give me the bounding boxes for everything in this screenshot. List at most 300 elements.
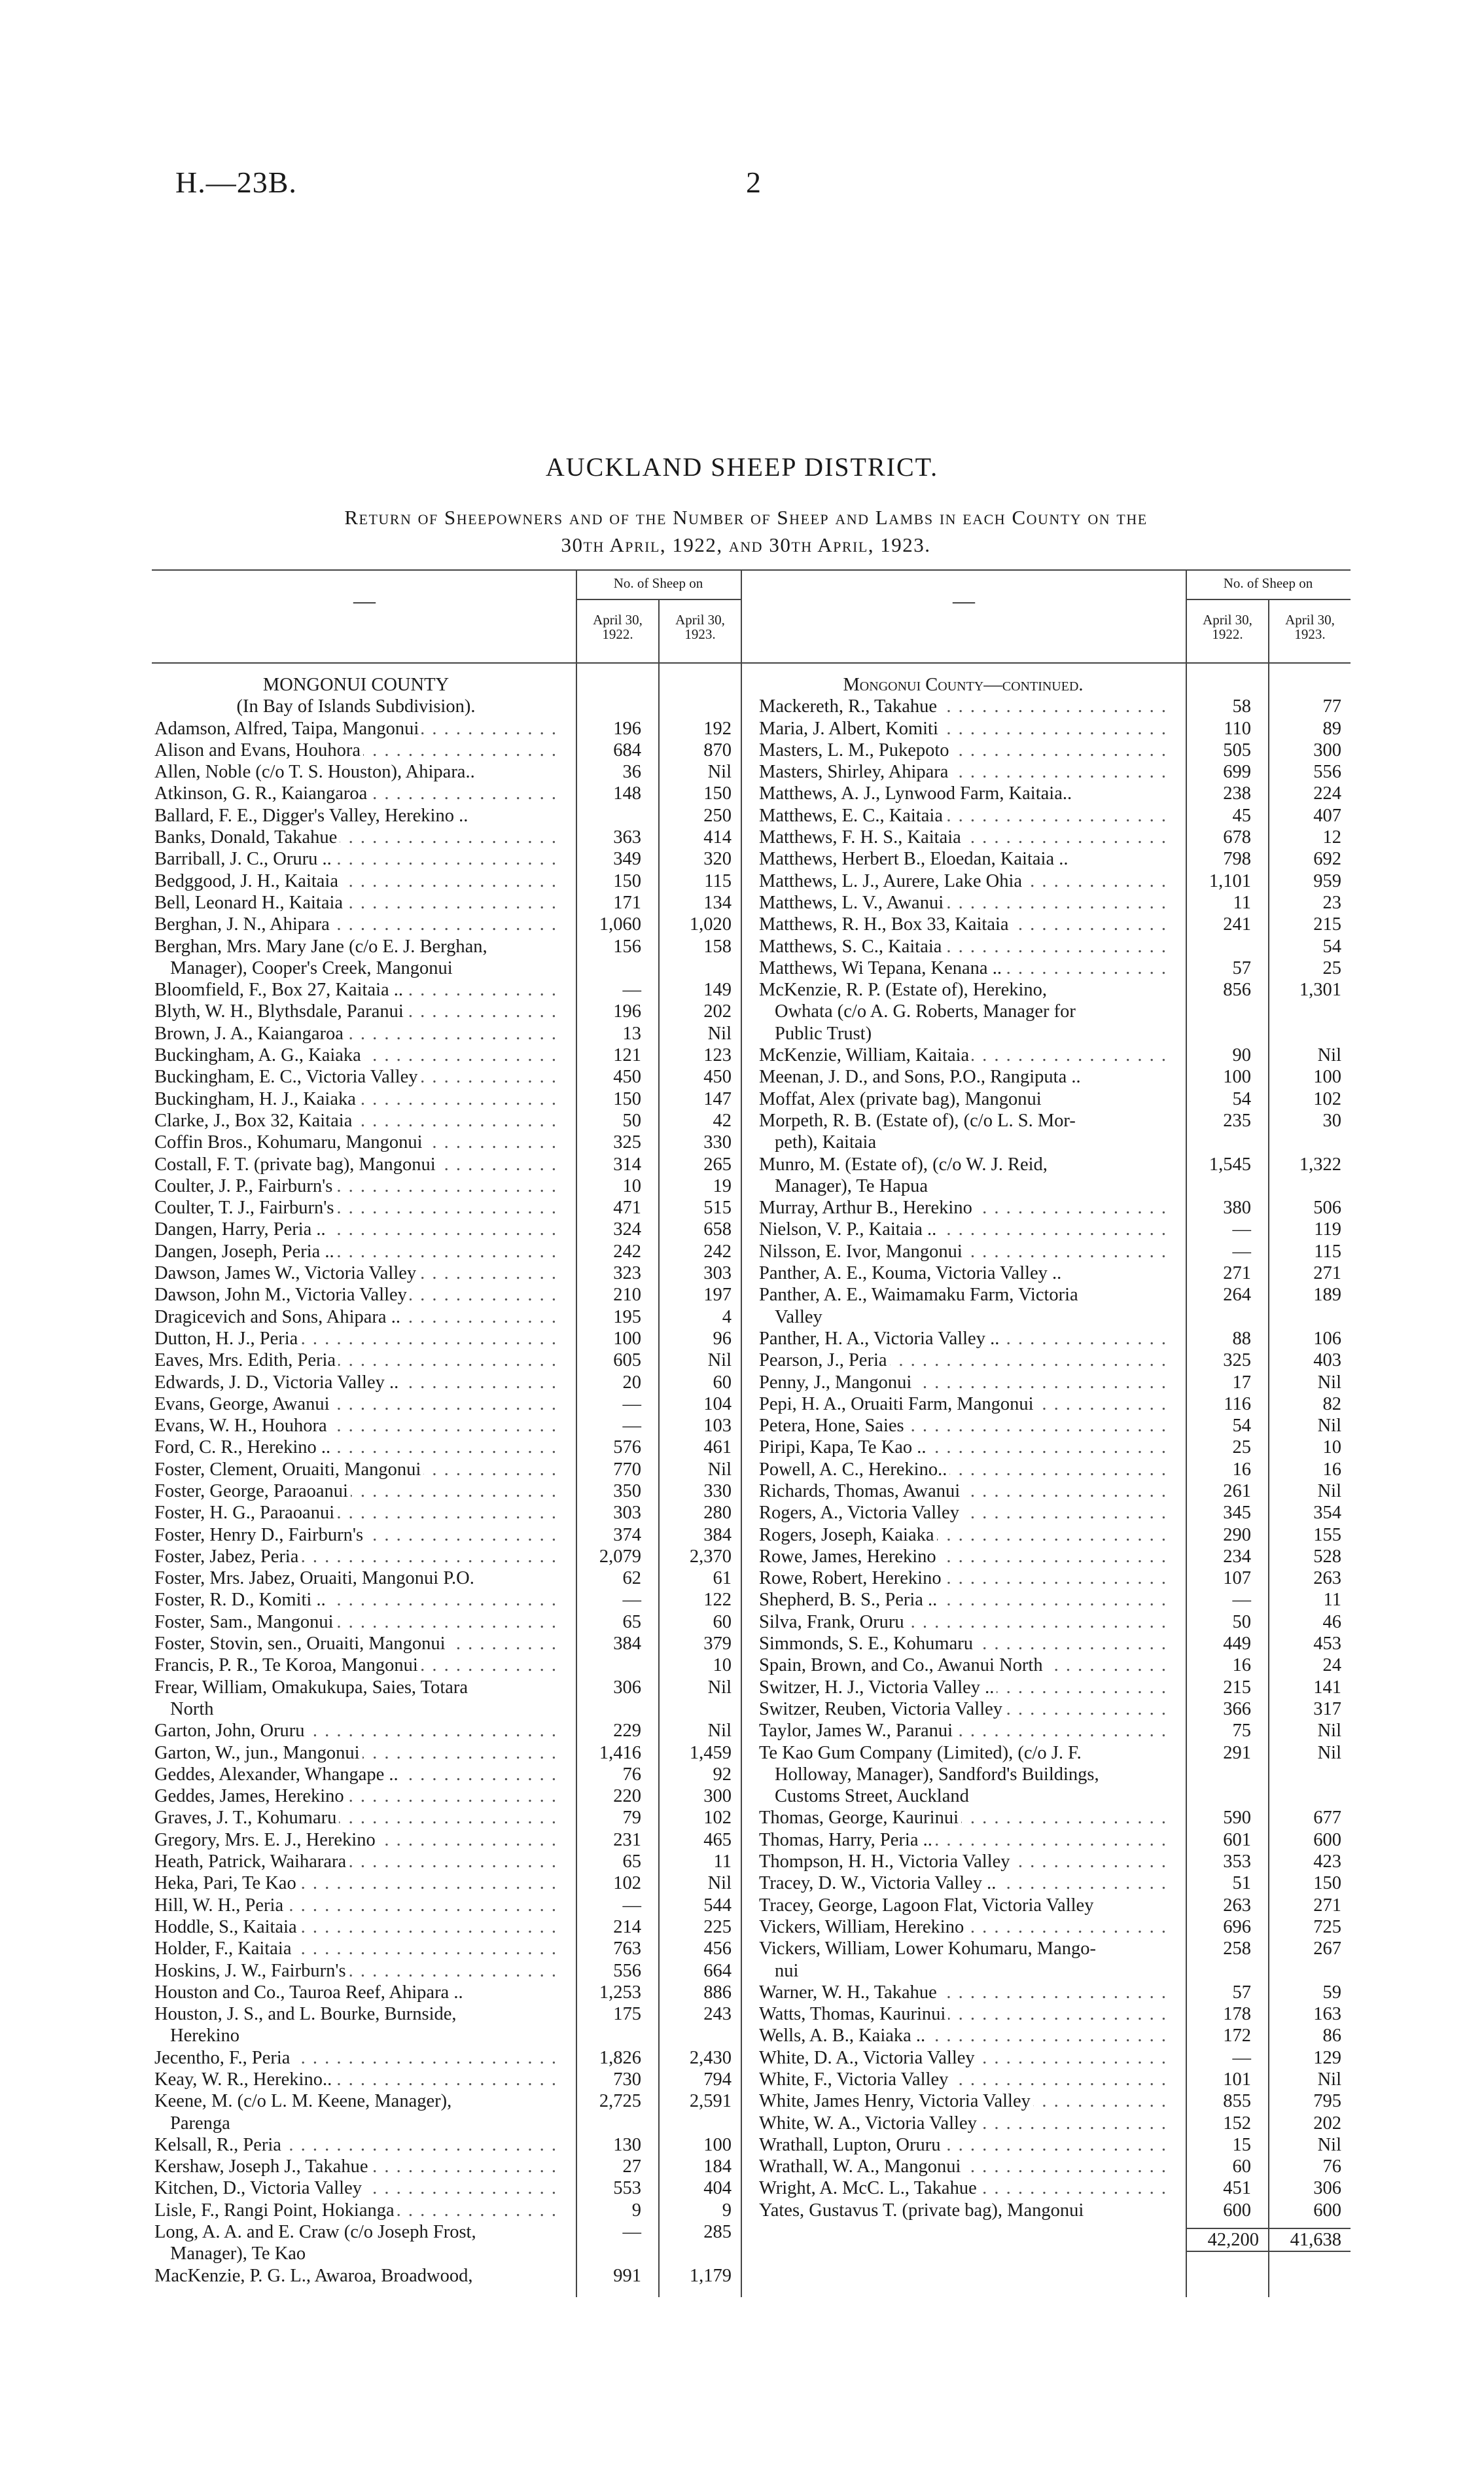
sheep-1923: 403: [1313, 1350, 1341, 1371]
sheep-1922: 601: [1223, 1829, 1251, 1850]
sheep-1922: 16: [1232, 1655, 1251, 1676]
sheep-1923: 11: [713, 1851, 732, 1872]
table-row: [154, 1154, 741, 1175]
sheep-1922: 234: [1223, 1546, 1251, 1567]
owner-name: [759, 1328, 1170, 1349]
owner-name: [759, 2113, 1170, 2134]
owner-name: [154, 2243, 560, 2264]
owner-name: [759, 1480, 1170, 1502]
owner-name: [154, 2265, 560, 2287]
sheep-1922: [1170, 1785, 1260, 1807]
sheep-1922: 350: [613, 1480, 641, 1501]
owner-name: [759, 1197, 1170, 1219]
sheep-1923: 155: [1313, 1524, 1341, 1545]
sheep-1922: 678: [1223, 827, 1251, 848]
owner-name-text: Warner, W. H., Takahue: [759, 1982, 940, 2003]
sheep-1922: [560, 2025, 650, 2046]
table-row: [154, 2265, 741, 2287]
table-row: [759, 805, 1351, 827]
owner-name-text: Clarke, J., Box 32, Kaitaia: [154, 1111, 355, 1131]
owner-name: [759, 1372, 1170, 1393]
table-row: [759, 1372, 1351, 1393]
sheep-1922: 54: [1232, 1416, 1251, 1437]
owner-name: [759, 1219, 1170, 1240]
sheep-1922: 241: [1223, 914, 1251, 935]
sheep-1922: 58: [1232, 696, 1251, 717]
owner-name: [759, 1306, 1170, 1328]
table-row: [759, 1851, 1351, 1872]
sheep-1922: 51: [1232, 1873, 1251, 1894]
table-row: [154, 892, 741, 914]
sheep-1922: 121: [613, 1045, 641, 1066]
sheep-1922: 353: [1223, 1851, 1251, 1872]
owner-name: [154, 1567, 560, 1589]
sheep-1923: 147: [703, 1088, 732, 1109]
sheep-1922: 290: [1223, 1524, 1251, 1545]
table-row: [154, 1372, 741, 1393]
owner-name: [154, 1241, 560, 1262]
table-row: [759, 1589, 1351, 1611]
owner-name: [759, 2047, 1170, 2069]
sheep-1923: [650, 2243, 741, 2264]
sheep-1923: Nil: [1317, 1721, 1341, 1742]
owner-name: [759, 1132, 1170, 1153]
sheep-1923: 2,591: [689, 2091, 732, 2112]
sheep-1922: [560, 805, 650, 827]
owner-name-text: Evans, George, Awanui: [154, 1394, 332, 1414]
sheep-1923: 263: [1313, 1568, 1341, 1589]
owner-name: [154, 2047, 560, 2069]
table-row: [154, 1524, 741, 1546]
owner-name-text: Powell, A. C., Herekino..: [759, 1459, 949, 1480]
sheep-1922: 471: [613, 1198, 641, 1219]
sheep-1923: 184: [703, 2156, 732, 2177]
sheep-1923: 10: [713, 1655, 732, 1676]
table-row: [759, 1916, 1351, 1938]
sheep-1922: 178: [1223, 2004, 1251, 2025]
sheep-1922: [1170, 1001, 1260, 1022]
owner-name: [154, 1306, 560, 1328]
owner-name: [759, 1851, 1170, 1872]
sheep-1922: 196: [613, 718, 641, 739]
table-row: [154, 1633, 741, 1654]
sheep-1923: [650, 1698, 741, 1720]
sheep-1923: 267: [1313, 1939, 1341, 1959]
owner-name: [759, 1110, 1170, 1132]
owner-name-text: Geddes, James, Herekino: [154, 1786, 347, 1806]
sheep-1923: 149: [703, 980, 732, 1001]
owner-name: [759, 696, 1170, 717]
owner-name-text: Graves, J. T., Kohumaru: [154, 1808, 339, 1828]
owner-name: [154, 1023, 560, 1045]
sheep-1923: 243: [703, 2004, 732, 2025]
owner-name-text: Allen, Noble (c/o T. S. Houston), Ahipara..: [154, 762, 478, 782]
sheep-1922: —: [1232, 1590, 1251, 1611]
table-row: [759, 2003, 1351, 2025]
owner-name-text: Panther, H. A., Victoria Valley ..: [759, 1329, 1002, 1349]
page-number: 2: [746, 166, 762, 199]
table-row: [154, 1328, 741, 1349]
sheep-1922: 1,101: [1209, 870, 1251, 891]
owner-name: [154, 1938, 560, 1959]
table-row: [759, 1829, 1351, 1851]
sheep-1923: Nil: [1317, 2134, 1341, 2155]
sheep-1922: [1170, 1132, 1260, 1153]
sheep-1922: 556: [613, 1960, 641, 1981]
sheep-1923: [650, 957, 741, 979]
owner-name: [154, 1393, 560, 1415]
table-row: [154, 1241, 741, 1262]
sheep-1922: 261: [1223, 1480, 1251, 1501]
sheep-1923: [1260, 1175, 1351, 1197]
sheep-1922: 366: [1223, 1698, 1251, 1719]
sheep-1923: 76: [1322, 2156, 1341, 2177]
sheep-1923: 192: [703, 718, 732, 739]
sheep-1922: [560, 696, 650, 717]
sheep-1923: 280: [703, 1503, 732, 1524]
owner-name: [759, 1872, 1170, 1894]
owner-name: [154, 805, 560, 827]
sheep-1923: 202: [1313, 2113, 1341, 2134]
sheep-1922: 730: [613, 2069, 641, 2090]
sheep-1923: 59: [1322, 1982, 1341, 2003]
sheep-1923: Nil: [707, 762, 732, 783]
owner-name-text: Houston, J. S., and L. Bourke, Burnside,: [154, 2004, 459, 2024]
owner-name: [759, 1807, 1170, 1829]
owner-name-text: Buckingham, E. C., Victoria Valley: [154, 1067, 421, 1087]
totals-row: [1186, 2228, 1351, 2252]
owner-name: [759, 1546, 1170, 1567]
owner-name: [154, 914, 560, 935]
owner-name-text: Keene, M. (c/o L. M. Keene, Manager),: [154, 2091, 454, 2111]
table-row: [759, 2113, 1351, 2134]
owner-name-text: Panther, A. E., Kouma, Victoria Valley ..: [759, 1263, 1064, 1283]
sheep-1922: 684: [613, 740, 641, 760]
owner-name-text: Hoddle, S., Kaitaia: [154, 1917, 300, 1937]
table-row: [759, 783, 1351, 804]
table-row: [154, 2090, 741, 2112]
sheep-1923: 242: [703, 1241, 732, 1262]
sheep-1922: 76: [622, 1764, 641, 1785]
owner-name-text: Dutton, H. J., Peria: [154, 1329, 300, 1349]
table-row: [759, 1895, 1351, 1916]
sheep-1923: [1260, 1001, 1351, 1022]
table-row: [759, 1045, 1351, 1066]
sheep-1922: 100: [1223, 1067, 1251, 1088]
sheep-1923: 92: [713, 1764, 732, 1785]
owner-name: [154, 1589, 560, 1611]
owner-name-text: Foster, Mrs. Jabez, Oruaiti, Mangonui P.O.: [154, 1568, 477, 1588]
sheep-1923: 265: [703, 1154, 732, 1175]
sheep-1923: 515: [703, 1198, 732, 1219]
owner-name: [154, 1175, 560, 1197]
sheep-1923: 317: [1313, 1698, 1341, 1719]
table-row: [759, 1088, 1351, 1110]
table-row: [759, 1110, 1351, 1132]
table-row: [154, 1960, 741, 1982]
owner-name: [154, 718, 560, 740]
owner-name: [154, 1742, 560, 1764]
sheep-1922: 220: [613, 1786, 641, 1807]
owner-name: [759, 1001, 1170, 1022]
sheep-1922: 231: [613, 1829, 641, 1850]
table-row: [759, 848, 1351, 870]
table-row: [154, 1764, 741, 1785]
table-row: [154, 2025, 741, 2046]
owner-name: [759, 805, 1170, 827]
owner-name-text: Spain, Brown, and Co., Awanui North: [759, 1655, 1046, 1675]
owner-name: [154, 1219, 560, 1240]
table-row: [154, 1742, 741, 1764]
table-row: [759, 914, 1351, 935]
table-row: [759, 2090, 1351, 2112]
table-row: [759, 1023, 1351, 1045]
sheep-1922: 196: [613, 1001, 641, 1022]
sheep-1923: 423: [1313, 1851, 1341, 1872]
owner-name-text: Adamson, Alfred, Taipa, Mangonui: [154, 719, 421, 739]
owner-name-text: Tracey, D. W., Victoria Valley ..: [759, 1873, 998, 1893]
sheep-1922: 10: [622, 1175, 641, 1196]
owner-name-text: Meenan, J. D., and Sons, P.O., Rangiputa ..: [759, 1067, 1084, 1087]
sheep-1922: 65: [622, 1851, 641, 1872]
owner-name: [154, 1197, 560, 1219]
owner-name: [759, 1895, 1170, 1916]
owner-name: [759, 1241, 1170, 1262]
owner-name: [154, 1785, 560, 1807]
left-col2-header-line1: April 30,: [675, 612, 725, 628]
owner-name-text: nui: [775, 1961, 801, 1981]
sheep-1922: 195: [613, 1306, 641, 1327]
table-row: [154, 674, 741, 696]
owner-name: [759, 957, 1170, 979]
sheep-1923: 870: [703, 740, 732, 760]
owner-name: [154, 1807, 560, 1829]
owner-name-text: Owhata (c/o A. G. Roberts, Manager for: [775, 1001, 1078, 1022]
sheep-1922: 171: [613, 892, 641, 913]
owner-name: [759, 1677, 1170, 1698]
owner-name-text: Foster, Stovin, sen., Oruaiti, Mangonui: [154, 1634, 448, 1654]
owner-name: [154, 892, 560, 914]
sheep-1923: 320: [703, 849, 732, 870]
table-row: [759, 1677, 1351, 1698]
table-head-rule: [152, 662, 1351, 664]
sheep-1923: 465: [703, 1829, 732, 1850]
sheep-1922: 345: [1223, 1503, 1251, 1524]
owner-name-text: White, F., Victoria Valley: [759, 2069, 951, 2090]
owner-name: [154, 1654, 560, 1676]
sheep-1922: 54: [1232, 1088, 1251, 1109]
sheep-1923: 9: [722, 2200, 732, 2221]
owner-name-text: Morpeth, R. B. (Estate of), (c/o L. S. Mor-: [759, 1111, 1078, 1131]
sheep-1922: 2,725: [599, 2091, 641, 2112]
sheep-1923: 692: [1313, 849, 1341, 870]
table-row: [154, 1306, 741, 1328]
owner-name: [154, 1262, 560, 1284]
owner-name-text: Geddes, Alexander, Whangape ..: [154, 1764, 401, 1785]
table-row: [759, 2200, 1351, 2221]
owner-name-text: peth), Kaitaia: [775, 1132, 879, 1153]
table-row: [154, 1284, 741, 1306]
owner-name-text: Banks, Donald, Takahue: [154, 827, 340, 848]
table-row: [759, 1197, 1351, 1219]
right-col1-header: [1187, 613, 1268, 641]
sheep-1922: 172: [1223, 2026, 1251, 2046]
table-row: [154, 1459, 741, 1480]
owner-name-text: Switzer, H. J., Victoria Valley ..: [759, 1677, 997, 1698]
owner-name-text: McKenzie, R. P. (Estate of), Herekino,: [759, 980, 1050, 1000]
table-row: [759, 1546, 1351, 1567]
table-row: [759, 1219, 1351, 1240]
owner-name-text: Ballard, F. E., Digger's Valley, Herekino ..: [154, 806, 470, 826]
owner-name: [759, 1698, 1170, 1720]
owner-name-text: Berghan, Mrs. Mary Jane (c/o E. J. Berghan,: [154, 937, 490, 957]
sheep-1922: —: [622, 1590, 641, 1611]
owner-name: [759, 1284, 1170, 1306]
table-row: [154, 718, 741, 740]
sheep-1923: 303: [703, 1263, 732, 1284]
sheep-1923: [1260, 1960, 1351, 1982]
owner-name: [759, 718, 1170, 740]
sheep-1922: 349: [613, 849, 641, 870]
owner-name: [154, 2177, 560, 2199]
owner-name: [759, 1023, 1170, 1045]
table-row: [759, 761, 1351, 783]
center-divider: [741, 569, 742, 2297]
sheep-1923: 141: [1313, 1677, 1341, 1698]
sheep-1922: [560, 674, 650, 696]
owner-name-text: Moffat, Alex (private bag), Mangonui: [759, 1089, 1044, 1109]
owner-name-text: Heath, Patrick, Waiharara: [154, 1851, 349, 1872]
owner-name-text: Dragicevich and Sons, Ahipara ..: [154, 1307, 403, 1327]
table-row: [154, 1110, 741, 1132]
sheep-1922: [1170, 936, 1260, 957]
sheep-1923: 384: [703, 1524, 732, 1545]
owner-name-text: Public Trust): [775, 1024, 874, 1044]
table-row: [759, 979, 1351, 1001]
table-row: [759, 2069, 1351, 2090]
sheep-1922: 60: [1232, 2156, 1251, 2177]
table-row: [154, 1589, 741, 1611]
owner-name-text: Evans, W. H., Houhora: [154, 1416, 330, 1436]
owner-name-text: Rowe, James, Herekino: [759, 1546, 939, 1567]
table-row: [154, 2134, 741, 2156]
sheep-1923: 12: [1322, 827, 1341, 848]
owner-name-text: Foster, Sam., Mangonui: [154, 1612, 336, 1632]
table-row: [154, 2047, 741, 2069]
sheep-1923: 886: [703, 1982, 732, 2003]
owner-name-text: Frear, William, Omakukupa, Saies, Totara: [154, 1677, 470, 1698]
owner-name: [154, 783, 560, 804]
owner-name: [154, 1546, 560, 1567]
sheep-1923: 407: [1313, 805, 1341, 826]
owner-name: [154, 1284, 560, 1306]
sheep-1923: 158: [703, 936, 732, 957]
owner-name: [154, 1829, 560, 1851]
owner-name: [154, 1677, 560, 1698]
sheep-1923: 115: [704, 870, 732, 891]
sheep-1923: 123: [703, 1045, 732, 1066]
owner-name-text: Bell, Leonard H., Kaitaia: [154, 893, 345, 913]
owner-name: [154, 1764, 560, 1785]
sheep-1923: 104: [703, 1393, 732, 1414]
sheep-1922: [1170, 1306, 1260, 1328]
sheep-1923: 544: [703, 1895, 732, 1916]
owner-name: [154, 1872, 560, 1894]
owner-name-text: Watts, Thomas, Kaurinui: [759, 2004, 948, 2024]
owner-name-text: Dangen, Harry, Peria ..: [154, 1219, 328, 1240]
sheep-1923: 4: [722, 1306, 732, 1327]
sheep-1922: 303: [613, 1503, 641, 1524]
owner-name-text: Foster, Henry D., Fairburn's: [154, 1525, 366, 1545]
sheep-1922: 107: [1223, 1568, 1251, 1589]
owner-name: [154, 1132, 560, 1153]
sheep-1923: 23: [1322, 892, 1341, 913]
owner-name-text: Wright, A. McC. L., Takahue: [759, 2178, 980, 2198]
owner-name: [154, 2003, 560, 2025]
sheep-1922: 11: [1233, 892, 1251, 913]
sheep-1922: [1170, 674, 1260, 696]
owner-name-text: Switzer, Reuben, Victoria Valley: [759, 1699, 1005, 1719]
sheep-1923: 677: [1313, 1808, 1341, 1829]
table-row: [154, 870, 741, 892]
owner-name-text: Mackereth, R., Takahue: [759, 696, 940, 717]
table-row: [759, 1459, 1351, 1480]
table-row: [154, 2069, 741, 2090]
sheep-1923: 556: [1313, 762, 1341, 783]
owner-name-text: North: [170, 1699, 217, 1719]
owner-name: [759, 1829, 1170, 1851]
sheep-1923: 2,370: [689, 1546, 732, 1567]
owner-name: [154, 1982, 560, 2003]
table-row: [154, 1654, 741, 1676]
sheep-1923: 163: [1313, 2004, 1341, 2025]
owner-name: [759, 1567, 1170, 1589]
sheep-1922: 451: [1223, 2178, 1251, 2199]
sheep-1923: Nil: [1317, 1742, 1341, 1763]
owner-name: [154, 1720, 560, 1742]
owner-name: [759, 2003, 1170, 2025]
sheep-1922: 229: [613, 1721, 641, 1742]
owner-name-text: Nilsson, E. Ivor, Mangonui: [759, 1242, 965, 1262]
sheep-1923: 77: [1322, 696, 1341, 717]
left-column: [154, 674, 741, 2287]
right-col1-header-line2: 1922.: [1212, 626, 1243, 642]
table-row: [154, 1219, 741, 1240]
table-row: [154, 1785, 741, 1807]
owner-name: [154, 1349, 560, 1371]
sheep-1922: [560, 1654, 650, 1676]
owner-name: [154, 2090, 560, 2112]
table-row: [154, 1872, 741, 1894]
owner-name: [759, 1764, 1170, 1785]
owner-name-text: White, W. A., Victoria Valley: [759, 2113, 980, 2134]
owner-name-text: Mongonui County—continued.: [843, 675, 1086, 695]
sheep-1923: 404: [703, 2178, 732, 2199]
table-row: [154, 827, 741, 848]
sheep-1923: [650, 674, 741, 696]
owner-name: [154, 1480, 560, 1502]
sheep-1922: 600: [1223, 2200, 1251, 2221]
table-row: [759, 1349, 1351, 1371]
owner-name: [759, 1611, 1170, 1633]
sheep-1923: 215: [1313, 914, 1341, 935]
owner-name-text: Long, A. A. and E. Craw (c/o Joseph Frost,: [154, 2222, 479, 2242]
sheep-1923: Nil: [707, 1721, 732, 1742]
table-row: [154, 1982, 741, 2003]
table-row: [154, 761, 741, 783]
page-title: AUCKLAND SHEEP DISTRICT.: [545, 452, 939, 482]
sheep-1923: Nil: [707, 1459, 732, 1480]
